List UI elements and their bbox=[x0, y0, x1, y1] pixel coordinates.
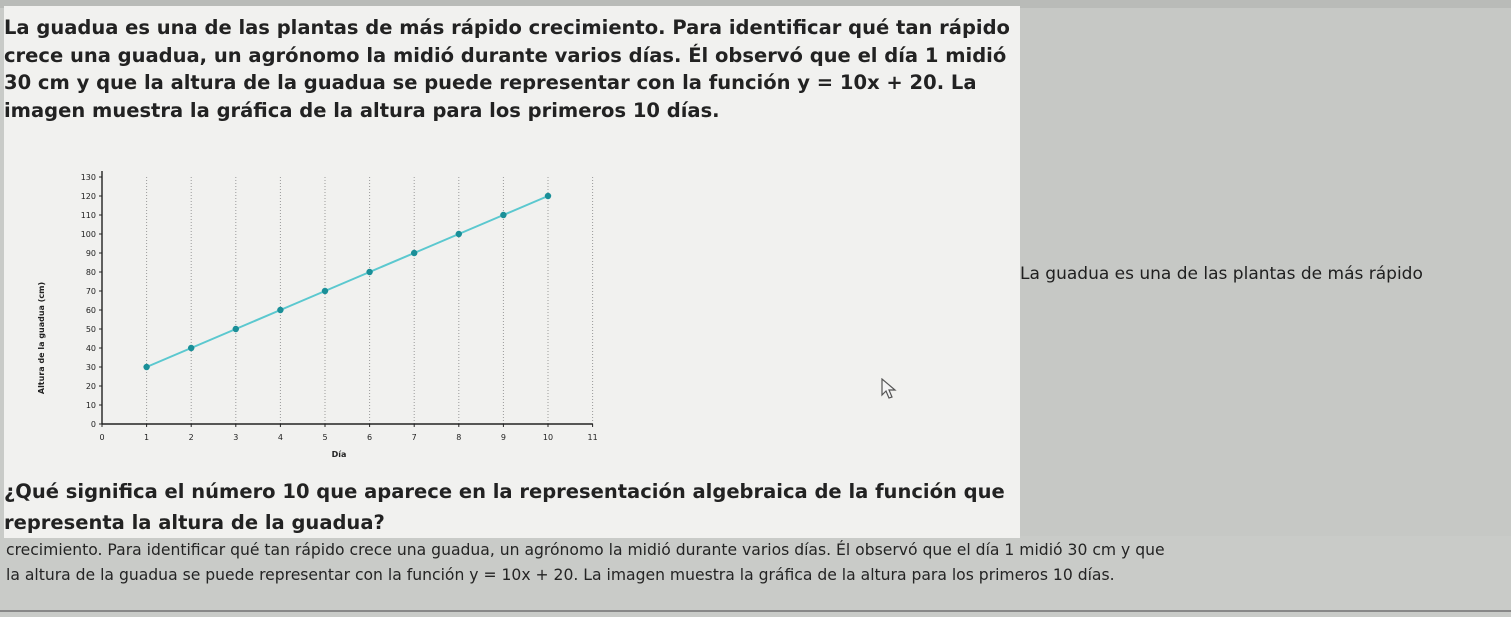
height-chart bbox=[0, 150, 620, 470]
y-axis-label: Altura de la guadua (cm) bbox=[37, 281, 46, 395]
x-tick-label: 2 bbox=[188, 433, 194, 442]
problem-paragraph: La guadua es una de las plantas de más rápido crecimiento. Para identificar qué tan rápido crece una guadua, un agrónomo la midió durante varios días. Él observó que el día 1 midió 30 cm y que la altura de la guadua se puede representar con la función y = 10x + 20. La imagen muestra la gráfica de la altura para los primeros 10 días. bbox=[4, 16, 1010, 122]
data-point bbox=[500, 212, 506, 218]
y-tick-label: 50 bbox=[85, 325, 96, 334]
x-tick-label: 4 bbox=[277, 433, 283, 442]
divider bbox=[0, 610, 1511, 612]
y-tick-label: 20 bbox=[85, 382, 96, 391]
data-point bbox=[456, 231, 462, 237]
bottom-text-line-2: la altura de la guadua se puede representar con la función y = 10x + 20. La imagen muestra la gráfica de la altura para los primeros 10 días. bbox=[6, 565, 1115, 584]
y-tick-label: 100 bbox=[80, 230, 96, 239]
data-point bbox=[143, 364, 149, 370]
x-axis-label: Día bbox=[331, 450, 347, 459]
y-tick-label: 30 bbox=[85, 363, 96, 372]
x-tick-label: 9 bbox=[500, 433, 506, 442]
data-point bbox=[188, 345, 194, 351]
x-tick-label: 11 bbox=[587, 433, 598, 442]
x-tick-label: 7 bbox=[411, 433, 417, 442]
y-tick-label: 80 bbox=[85, 268, 96, 277]
y-tick-label: 110 bbox=[80, 211, 96, 220]
x-tick-label: 3 bbox=[233, 433, 239, 442]
x-tick-label: 1 bbox=[144, 433, 150, 442]
data-point bbox=[545, 193, 551, 199]
chart-grid bbox=[147, 177, 593, 424]
y-tick-label: 40 bbox=[85, 344, 96, 353]
y-tick-label: 0 bbox=[90, 420, 96, 429]
y-tick-label: 70 bbox=[85, 287, 96, 296]
y-tick-label: 120 bbox=[80, 192, 96, 201]
data-point bbox=[322, 288, 328, 294]
y-tick-label: 60 bbox=[85, 306, 96, 315]
data-point bbox=[366, 269, 372, 275]
y-tick-labels bbox=[81, 173, 96, 429]
y-tick-label: 10 bbox=[85, 401, 96, 410]
y-tick-label: 90 bbox=[85, 249, 96, 258]
side-text: La guadua es una de las plantas de más rápido bbox=[1020, 264, 1423, 284]
x-tick-label: 6 bbox=[367, 433, 373, 442]
mouse-pointer-icon bbox=[880, 378, 898, 400]
x-tick-labels bbox=[99, 433, 597, 442]
x-tick-label: 0 bbox=[99, 433, 105, 442]
x-tick-label: 5 bbox=[322, 433, 328, 442]
data-point bbox=[411, 250, 417, 256]
data-point bbox=[277, 307, 283, 313]
question-text: ¿Qué significa el número 10 que aparece en la representación algebraica de la función que representa la altura de la guadua? bbox=[4, 480, 1005, 534]
chart-series bbox=[143, 193, 551, 370]
y-tick-label: 130 bbox=[80, 173, 96, 182]
series-line bbox=[147, 196, 548, 367]
bottom-text bbox=[6, 538, 1506, 587]
bottom-text-line-1: crecimiento. Para identificar qué tan rápido crece una guadua, un agrónomo la midió durante varios días. Él observó que el día 1 midió 30 cm y que bbox=[6, 541, 1165, 559]
x-tick-label: 8 bbox=[456, 433, 462, 442]
data-point bbox=[233, 326, 239, 332]
x-tick-label: 10 bbox=[542, 433, 554, 442]
